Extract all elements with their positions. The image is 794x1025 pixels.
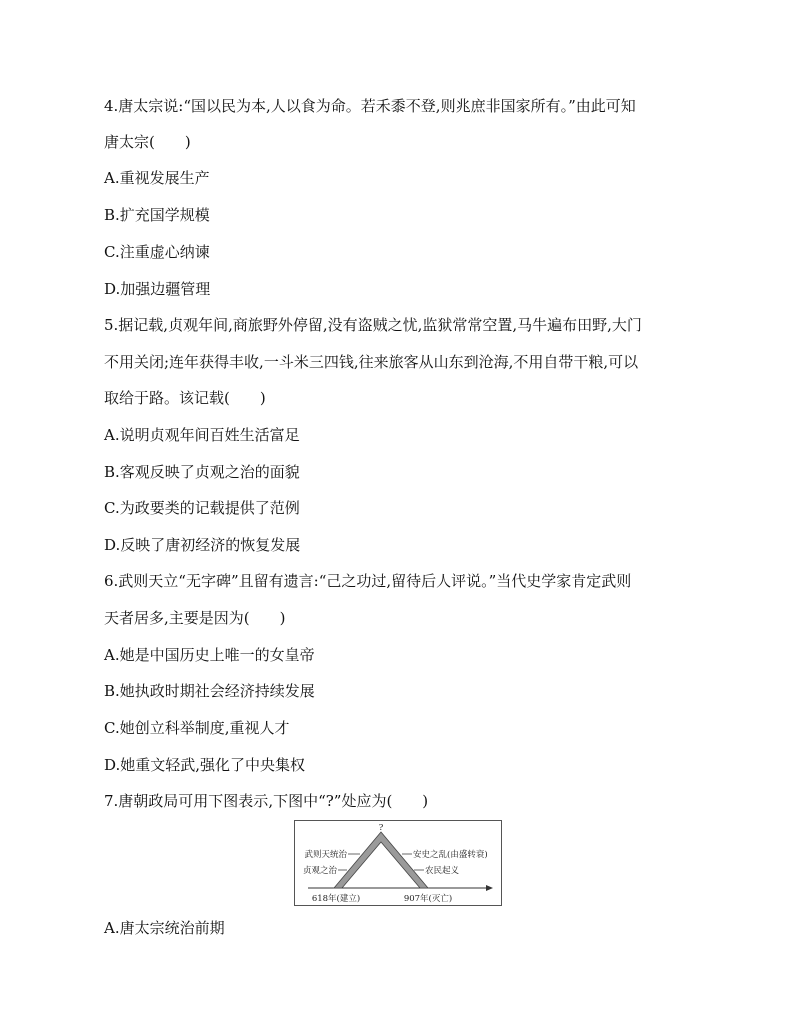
label-peasant: 农民起义 bbox=[425, 866, 460, 876]
q7-option-a: A.唐太宗统治前期 bbox=[104, 919, 225, 937]
label-zhenguan: 贞观之治 bbox=[302, 866, 337, 876]
label-wuzetian: 武则天统治 bbox=[304, 850, 347, 860]
q4-option-c: C.注重虚心纳谏 bbox=[104, 243, 210, 261]
tang-politics-diagram bbox=[294, 820, 502, 906]
q7-stem: 7.唐朝政局可用下图表示,下图中“?”处应为( ) bbox=[104, 792, 429, 810]
diagram-frame bbox=[295, 821, 502, 906]
q6-option-c: C.她创立科举制度,重视人才 bbox=[104, 719, 290, 737]
q4-option-b: B.扩充国学规模 bbox=[104, 206, 210, 224]
q4-stem-line1: 4.唐太宗说:“国以民为本,人以食为命。若禾黍不登,则兆庶非国家所有。”由此可知 bbox=[104, 97, 636, 115]
label-peak: ? bbox=[378, 823, 384, 833]
q5-option-c: C.为政要类的记载提供了范例 bbox=[104, 499, 300, 517]
label-end: 907年(灭亡) bbox=[403, 894, 453, 904]
q5-stem-line1: 5.据记载,贞观年间,商旅野外停留,没有盗贼之忧,监狱常常空置,马牛遍布田野,大门 bbox=[104, 316, 642, 334]
label-start: 618年(建立) bbox=[311, 894, 361, 904]
q5-option-a: A.说明贞观年间百姓生活富足 bbox=[104, 426, 300, 444]
q5-stem-line2: 不用关闭;连年获得丰收,一斗米三四钱,往来旅客从山东到沧海,不用自带干粮,可以 bbox=[104, 353, 639, 371]
q6-option-a: A.她是中国历史上唯一的女皇帝 bbox=[104, 646, 315, 664]
q5-option-b: B.客观反映了贞观之治的面貌 bbox=[104, 463, 300, 481]
label-anshi: 安史之乱(由盛转衰) bbox=[413, 850, 488, 860]
q6-stem-line1: 6.武则天立“无字碑”且留有遗言:“己之功过,留待后人评说。”当代史学家肯定武则 bbox=[104, 572, 632, 590]
q5-option-d: D.反映了唐初经济的恢复发展 bbox=[104, 536, 301, 554]
q5-stem-line3: 取给于路。该记载( ) bbox=[104, 389, 266, 407]
q6-option-d: D.她重文轻武,强化了中央集权 bbox=[104, 756, 306, 774]
q6-stem-line2: 天者居多,主要是因为( ) bbox=[104, 609, 286, 627]
q4-option-d: D.加强边疆管理 bbox=[104, 280, 211, 298]
q6-option-b: B.她执政时期社会经济持续发展 bbox=[104, 682, 315, 700]
q4-option-a: A.重视发展生产 bbox=[104, 169, 210, 187]
q4-stem-line2: 唐太宗( ) bbox=[104, 133, 191, 151]
